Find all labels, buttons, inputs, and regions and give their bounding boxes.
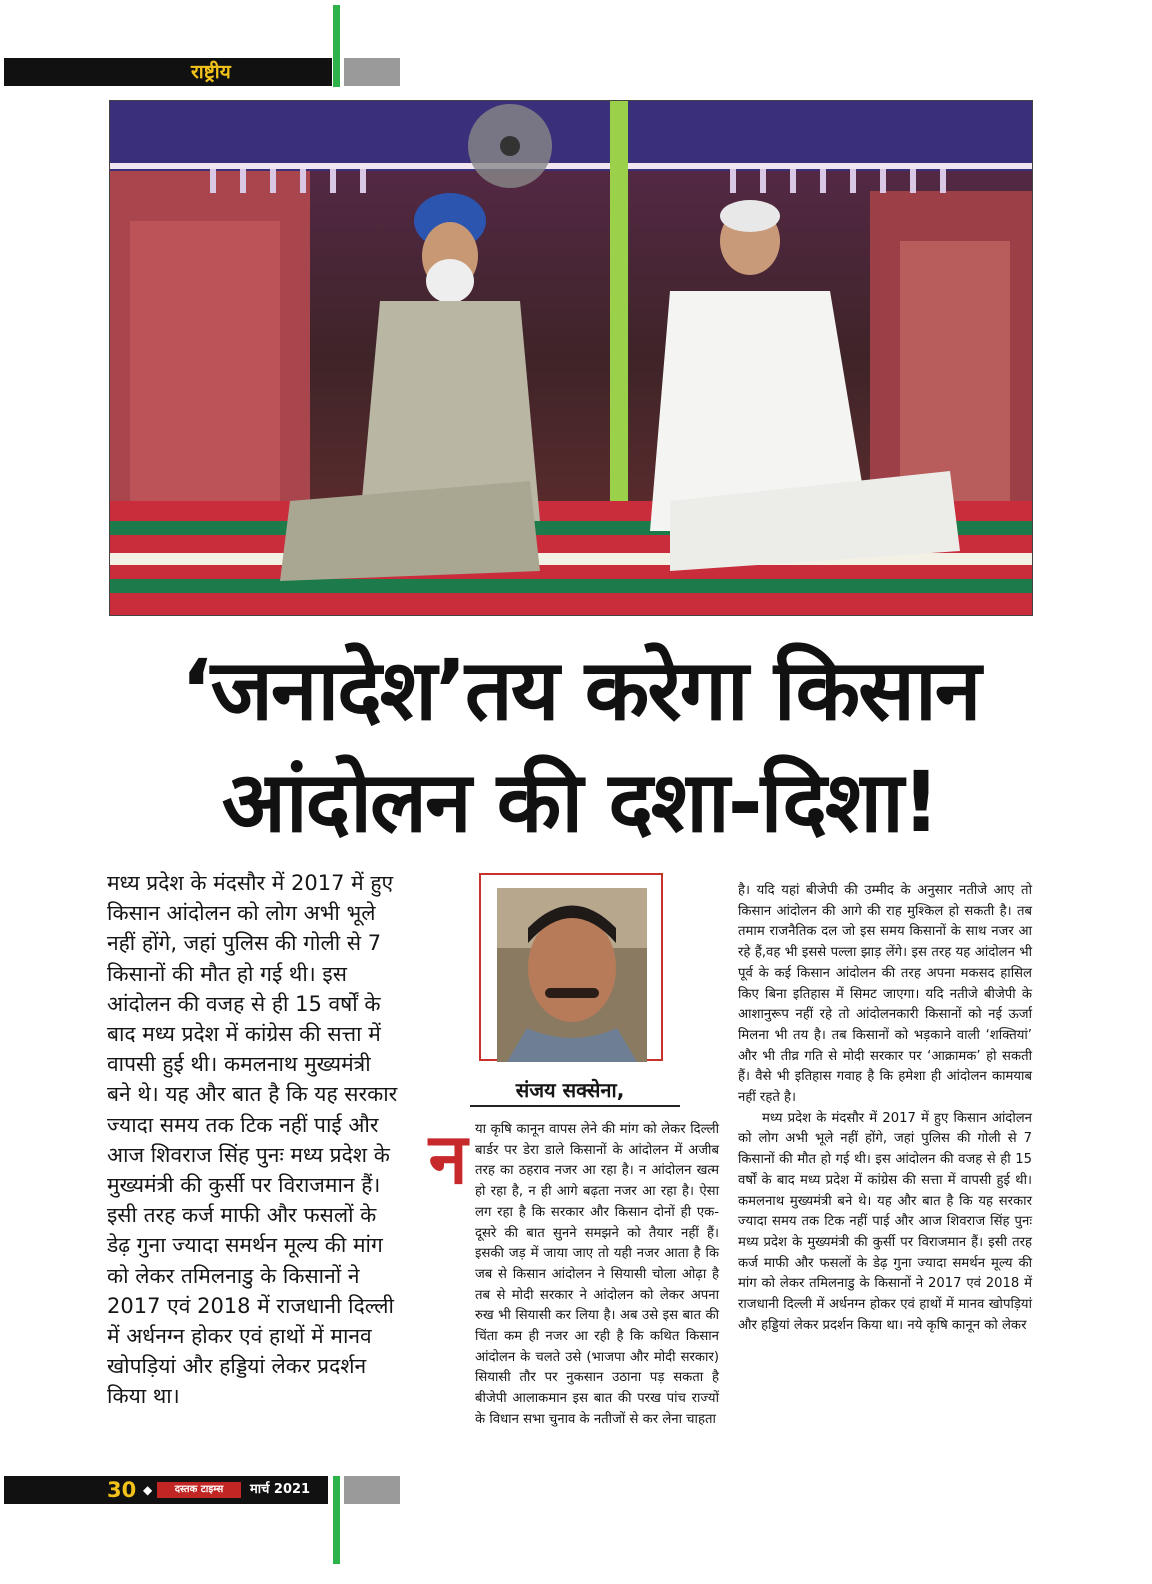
- column-3-paragraph-2: मध्य प्रदेश के मंदसौर में 2017 में हुए किसान आंदोलन को लोग अभी भूले नहीं होंगे, जहां पुलिस की गोली से 7 किसानों की मौत हो गई थी। इस आंदोलन की वजह से ही 15 वर्षों के बाद मध्य प्रदेश में कांग्रेस की सत्ता में वापसी हुई थी। कमलनाथ मुख्यमंत्री बने थे। यह और बात है कि यह सरकार ज्यादा समय तक टिक नहीं पाई और आज शिवराज सिंह पुनः मध्य प्रदेश के मुख्यमंत्री की कुर्सी पर विराजमान हैं। इसी तरह कर्ज माफी और फसलों के डेढ़ गुना ज्यादा समर्थन मूल्य की मांग को लेकर तमिलनाडु के किसानों ने 2017 एवं 2018 में राजधानी दिल्ली में अर्धनग्न होकर एवं हाथों में मानव खोपड़ियां और हड्डियां लेकर प्रदर्शन किया था। नये कृषि कानून को लेकर: [738, 1110, 1032, 1333]
- footer-green-rule: [333, 1476, 340, 1564]
- footer-issue-date: मार्च 2021: [250, 1482, 311, 1497]
- headline-line-1: ‘जनादेश’तय करेगा किसान: [180, 641, 980, 739]
- article-column-2: [425, 1120, 719, 1431]
- byline-rule: [470, 1105, 680, 1107]
- farmers-in-tent-photo: [110, 101, 1032, 615]
- footer-bullet-icon: ◆: [143, 1483, 153, 1497]
- section-header-bar: [4, 58, 332, 86]
- column-3-paragraph-1: है। यदि यहां बीजेपी की उम्मीद के अनुसार नतीजे आए तो किसान आंदोलन की आगे की राह मुश्किल हो सकती है। तब तमाम राजनैतिक दल जो इस समय किसानों के साथ नजर आ रहे हैं,वह भी इससे पल्ला झाड़ लेंगे। इस तरह यह आंदोलन भी पूर्व के कई किसान आंदोलन की तरह अपना मकसद हासिल किए बिना इतिहास में सिमट जाएगा। यदि नतीजे बीजेपी के आशानुरूप नहीं रहे तो आंदोलनकारी किसानों को नई ऊर्जा मिलना भी तय है। तब किसानों को भड़काने वाली ‘शक्तियां’ और भी तीव्र गति से मोदी सरकार पर ‘आक्रामक’ हो सकती हैं। वैसे भी इतिहास गवाह है कि हमेशा ही आंदोलन कामयाब नहीं रहते है।: [738, 883, 1032, 1106]
- article-column-3: [738, 881, 1032, 1336]
- drop-cap: न: [428, 1118, 468, 1200]
- column-2-paragraph: या कृषि कानून वापस लेने की मांग को लेकर दिल्ली बार्डर पर डेरा डाले किसानों के आंदोलन में अजीब तरह का ठहराव नजर आ रहा है। न आंदोलन खत्म हो रहा है, न ही आगे बढ़ता नजर आ रहा है। ऐसा लग रहा है कि सरकार और किसान दोनों ही एक-दूसरे की बात सुनने समझने को तैयार नहीं हैं। इसकी जड़ में जाया जाए तो यही नजर आता है कि जब से किसान आंदोलन ने सियासी चोला ओढ़ा है तब से मोदी सरकार ने आंदोलन को लेकर अपना रुख भी सियासी कर लिया है। अब उसे इस बात की चिंता कम ही नजर आ रही है कि कथित किसान आंदोलन के चलते उसे (भाजपा और मोदी सरकार) सियासी तौर पर नुकसान उठाना पड़ सकता है बीजेपी आलाकमान इस बात की परख पांच राज्यों के विधान सभा चुनाव के नतीजों से कर लेना चाहता: [475, 1122, 719, 1427]
- headline-line-2: आंदोलन की दशा-दिशा!: [221, 753, 939, 851]
- header-green-rule: [333, 5, 340, 87]
- footer-magazine-logo: दस्तक टाइम्स: [157, 1482, 241, 1498]
- lead-photo: [109, 100, 1033, 616]
- section-label: राष्ट्रीय: [191, 61, 231, 83]
- author-portrait: [497, 888, 647, 1062]
- footer-grey-block: [344, 1476, 400, 1504]
- page-number: 30: [107, 1478, 137, 1502]
- header-grey-block: [344, 58, 400, 86]
- author-byline: संजय सक्सेना,: [515, 1078, 625, 1102]
- author-portrait-icon: [497, 888, 647, 1062]
- lead-paragraph: मध्य प्रदेश के मंदसौर में 2017 में हुए किसान आंदोलन को लोग अभी भूले नहीं होंगे, जहां पुलिस की गोली से 7 किसानों की मौत हो गई थी। इस आंदोलन की वजह से ही 15 वर्षों के बाद मध्य प्रदेश में कांग्रेस की सत्ता में वापसी हुई थी। कमलनाथ मुख्यमंत्री बने थे। यह और बात है कि यह सरकार ज्यादा समय तक टिक नहीं पाई और आज शिवराज सिंह पुनः मध्य प्रदेश के मुख्यमंत्री की कुर्सी पर विराजमान हैं। इसी तरह कर्ज माफी और फसलों के डेढ़ गुना ज्यादा समर्थन मूल्य की मांग को लेकर तमिलनाडु के किसानों ने 2017 एवं 2018 में राजधानी दिल्ली में अर्धनग्न होकर एवं हाथों में मानव खोपड़ियां और हड्डियां लेकर प्रदर्शन किया था।: [107, 871, 398, 1409]
